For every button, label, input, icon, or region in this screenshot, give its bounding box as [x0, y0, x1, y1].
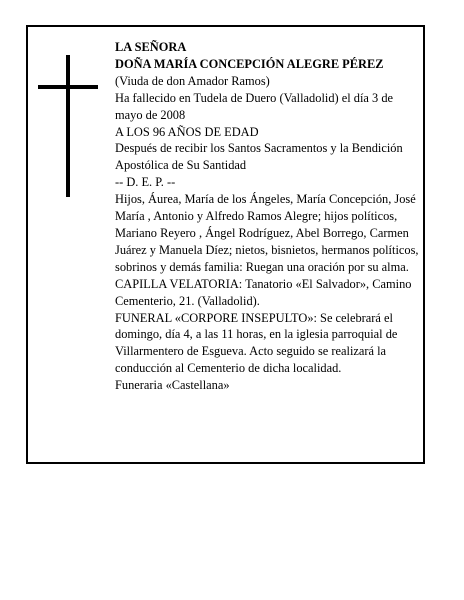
age-line: A LOS 96 AÑOS DE EDAD — [115, 124, 259, 139]
obituary-notice — [26, 25, 425, 464]
sacraments-line: Después de recibir los Santos Sacramentos y la Bendición Apostólica de Su Santidad — [115, 141, 403, 173]
deceased-name: DOÑA MARÍA CONCEPCIÓN ALEGRE PÉREZ — [115, 56, 384, 71]
death-statement: Ha fallecido en Tudela de Duero (Valladolid) el día 3 de mayo de 2008 — [115, 90, 394, 122]
rip-line: -- D. E. P. -- — [115, 175, 176, 190]
cross-vertical-bar — [66, 55, 70, 197]
funeral-home-line: Funeraria «Castellana» — [115, 378, 230, 393]
family-paragraph: Hijos, Áurea, María de los Ángeles, María Concepción, José María , Antonio y Alfredo Ramos Alegre; hijos políticos, Mariano Reyero , Ángel Rodríguez, Abel Borrego, Carmen Juárez y Manuela Díez; nietos, bisnietos, hermanos políticos, sobrinos y demás familia: Ruegan una oración por su alma. — [115, 192, 419, 274]
obituary-heading: LA SEÑORA — [115, 40, 187, 54]
widow-of-line: (Viuda de don Amador Ramos) — [115, 73, 270, 88]
obituary-text — [115, 39, 421, 394]
funeral-paragraph: FUNERAL «CORPORE INSEPULTO»: Se celebrará el domingo, día 4, a las 11 horas, en la iglesia parroquial de Villarmentero de Esgueva. Acto seguido se realizará la conducción al Cementerio de dicha localidad. — [115, 310, 398, 376]
cross-horizontal-bar — [38, 85, 98, 89]
cross-icon — [38, 55, 98, 197]
chapel-paragraph: CAPILLA VELATORIA: Tanatorio «El Salvador», Camino Cementerio, 21. (Valladolid). — [115, 276, 412, 308]
